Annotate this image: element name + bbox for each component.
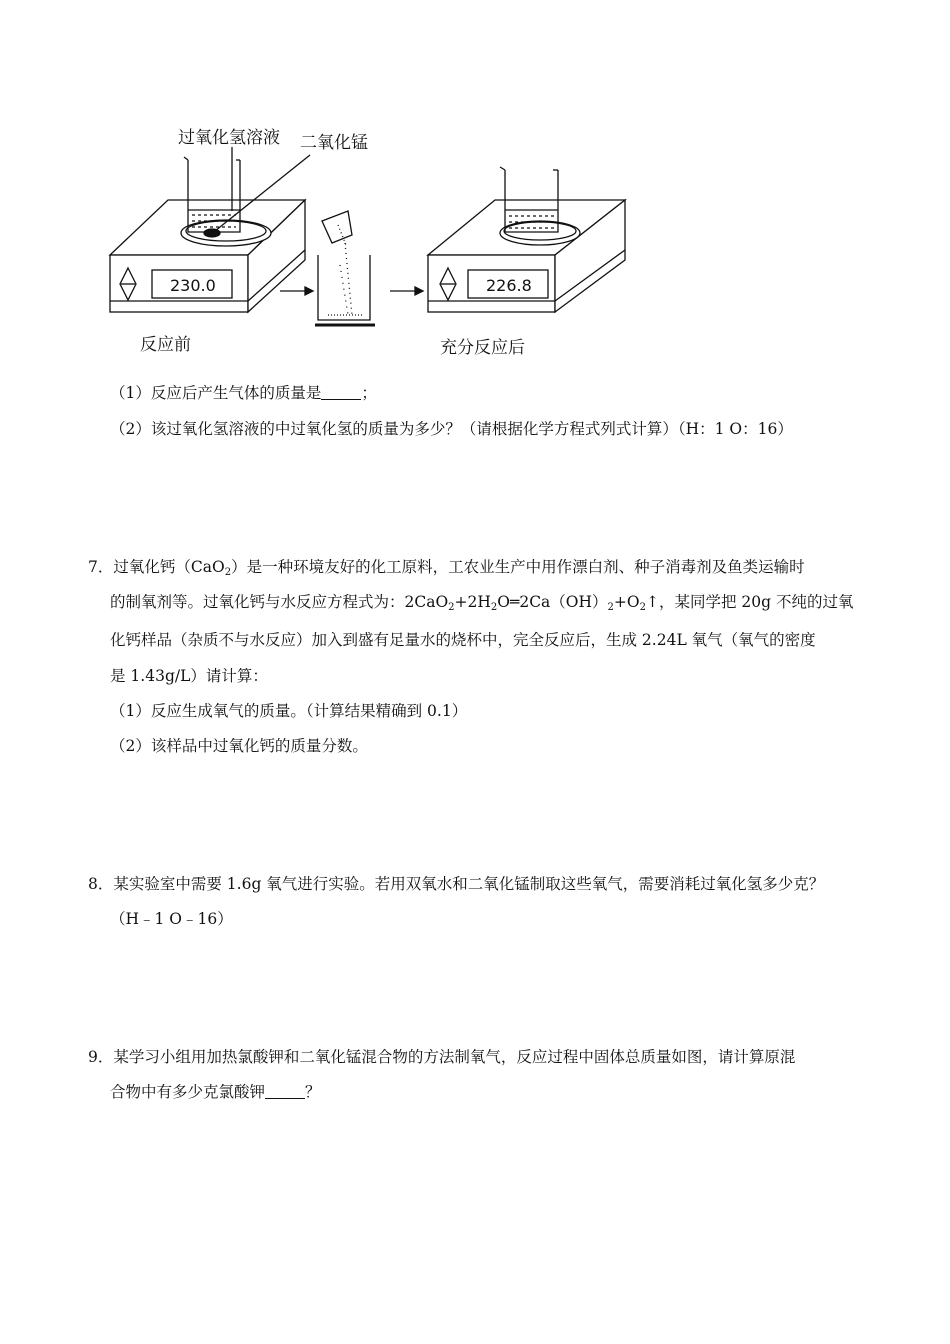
pouring-beaker [315,211,375,325]
q7-line3: 化钙样品（杂质不与水反应）加入到盛有足量水的烧杯中，完全反应后，生成 2.24L 氧气（氧气的密度 [110,631,816,649]
q7-text: O═2Ca（OH） [497,593,608,611]
q6-sub2: （2）该过氧化氢溶液的中过氧化氢的质量为多少？（请根据化学方程式列式计算）（H：1 O：16） [110,420,793,438]
q8-number: 8． [88,875,114,893]
subscript: 2 [639,602,646,613]
q6-sub1-text: （1）反应后产生气体的质量是 [110,384,322,402]
q7-text: 的制氧剂等。过氧化钙与水反应方程式为：2CaO [110,593,449,611]
subscript: 2 [607,602,614,613]
q9-line2 [110,1082,321,1102]
q7-text: +2H [454,593,491,611]
q8-line1 [88,874,824,894]
manganese-dioxide-powder [204,229,220,237]
balance-after [428,200,625,312]
q7-line1 [88,557,805,583]
q9-number: 9． [88,1048,114,1066]
q7-text: 过氧化钙（CaO [113,558,225,576]
q7-text: ）是一种环境友好的化工原料，工农业生产中用作漂白剂、种子消毒剂及鱼类运输时 [231,558,805,576]
label-hydrogen-peroxide-solution: 过氧化氢溶液 [178,128,280,148]
q7-line4: 是 1.43g/L）请计算： [110,667,268,685]
q9-text: 某学习小组用加热氯酸钾和二氧化锰混合物的方法制氧气，反应过程中固体总质量如图，请计算原混 [113,1048,796,1066]
reading-before: 230.0 [170,276,216,295]
caption-after: 充分反应后 [440,338,525,358]
q8-line2: （H﹣1 O﹣16） [110,910,233,928]
experiment-figure [100,115,660,365]
q7-text: +O [613,593,640,611]
subscript: 2 [224,567,232,578]
q9-text: 合物中有多少克氯酸钾 [110,1083,266,1101]
q6-sub1-end: ； [361,384,377,402]
q8-text: 某实验室中需要 1.6g 氧气进行实验。若用双氧水和二氧化锰制取这些氧气，需要消耗过氧化氢多少克？ [113,875,825,893]
q7-line2 [110,592,853,618]
subscript: 2 [448,602,455,613]
caption-before: 反应前 [140,335,191,355]
answer-blank[interactable] [265,1084,305,1099]
answer-blank[interactable] [321,385,361,400]
q9-line1 [88,1047,795,1067]
q7-sub1: （1）反应生成氧气的质量。（计算结果精确到 0.1） [110,702,468,720]
arrow-icon [280,287,313,295]
subscript: 2 [490,602,498,613]
q7-number: 7． [88,558,114,576]
arrow-icon [390,287,423,295]
reading-after: 226.8 [486,276,532,295]
balance-before [110,200,305,312]
q9-end: ？ [305,1083,321,1101]
q7-text: ↑，某同学把 20g 不纯的过氧 [645,593,854,611]
q7-sub2: （2）该样品中过氧化钙的质量分数。 [110,737,368,755]
label-manganese-dioxide: 二氧化锰 [300,133,368,153]
q6-sub1 [110,383,377,403]
